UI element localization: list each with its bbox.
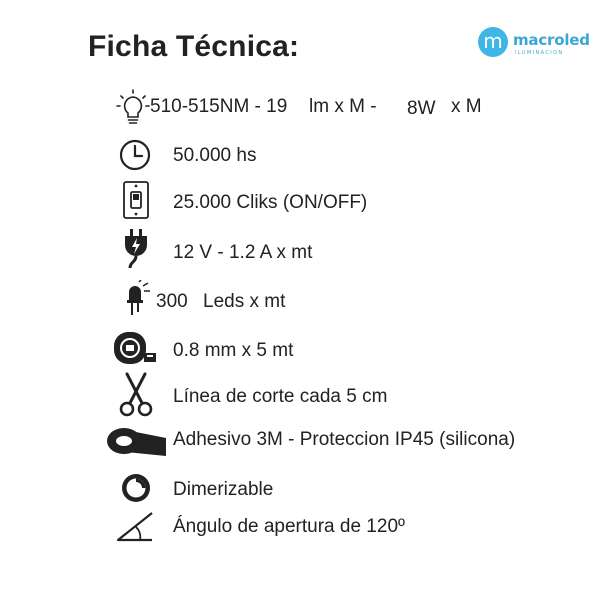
tape-measure-icon — [111, 328, 159, 368]
spec-size-text: 0.8 mm x 5 mt — [173, 340, 294, 361]
spec-light-wavelength: 510-515NM - 19 — [150, 96, 288, 117]
spec-row-cut — [0, 372, 600, 412]
spec-cut-text: Línea de corte cada 5 cm — [173, 386, 388, 407]
spec-row-angle — [0, 510, 600, 550]
spec-dimmer-text: Dimerizable — [173, 479, 274, 500]
spec-row-light — [0, 88, 600, 128]
spec-row-leds — [0, 280, 600, 320]
led-icon — [121, 280, 153, 318]
light-bulb-icon — [112, 88, 154, 128]
logo-subtitle: ILUMINACION — [515, 50, 564, 56]
spec-leds-text: Leds x mt — [203, 291, 286, 312]
scissors-icon — [117, 372, 155, 418]
wall-switch-icon — [121, 180, 151, 220]
spec-row-dimmer — [0, 468, 600, 508]
spec-row-size — [0, 328, 600, 368]
spec-light-lm: lm x M - — [309, 96, 377, 117]
spec-row-switch — [0, 180, 600, 220]
spec-row-power — [0, 228, 600, 268]
spec-adhesive-text: Adhesivo 3M - Proteccion IP45 (silicona) — [173, 429, 516, 450]
spec-lifetime-text: 50.000 hs — [173, 145, 257, 166]
dimmer-icon — [118, 470, 154, 506]
clock-icon — [118, 138, 152, 172]
spec-row-lifetime — [0, 136, 600, 176]
spec-switch-text: 25.000 Cliks (ON/OFF) — [173, 192, 368, 213]
logo-name: macroled — [513, 31, 590, 49]
page-title: Ficha Técnica: — [88, 30, 300, 63]
adhesive-tape-roll-icon — [104, 422, 170, 458]
spec-light-per-m: x M — [451, 96, 482, 117]
spec-light-watts: 8W — [407, 98, 436, 119]
spec-angle-text: Ángulo de apertura de 120º — [173, 516, 405, 537]
spec-power-text: 12 V - 1.2 A x mt — [173, 242, 313, 263]
spec-row-adhesive — [0, 422, 600, 462]
power-plug-icon — [119, 228, 153, 272]
spec-leds-count: 300 — [156, 291, 188, 312]
brand-logo — [478, 27, 590, 63]
angle-icon — [114, 510, 156, 546]
logo-mark: m — [478, 27, 508, 57]
